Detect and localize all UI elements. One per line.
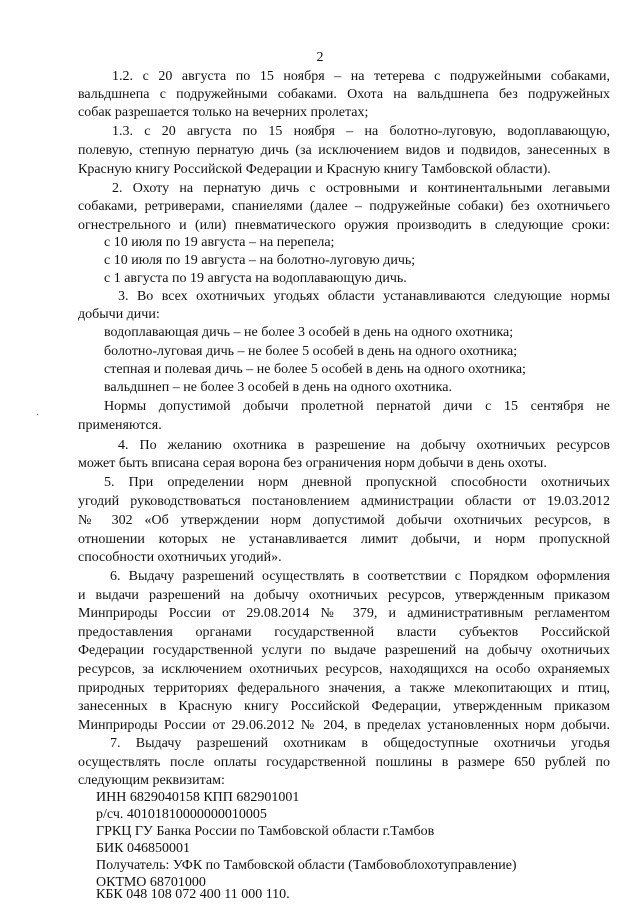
text-line: предоставления органами государственной власти субъектов Российской [78, 625, 610, 640]
requisite-bank: ГРКЦ ГУ Банка России по Тамбовской области г.Тамбов [96, 824, 435, 839]
text-line: Минприроды России от 29.06.2012 № 204, в пределах установленных норм добычи. [78, 718, 610, 733]
requisite-inn-kpp: ИНН 6829040158 КПП 682901001 [96, 790, 300, 805]
text-line: 7. Выдачу разрешений охотникам в общедоступные охотничьи угодья [110, 736, 610, 751]
text-line: болотно-луговая дичь – не более 5 особей в день на одного охотника; [104, 344, 518, 359]
text-line: № 302 «Об утверждении норм допустимой добычи охотничьих ресурсов, в [78, 513, 610, 528]
text-line: осуществлять после оплаты государственной пошлины в размере 650 рублей по [78, 755, 610, 770]
text-line: 1.3. с 20 августа по 15 ноября – на болотно-луговую, водоплавающую, [112, 124, 610, 139]
text-line: и выдачи разрешений на добычу охотничьих ресурсов, утвержденным приказом [78, 588, 610, 603]
text-line: с 10 июля по 19 августа – на перепела; [104, 235, 335, 250]
text-line: вальдшнепа с подружейными собаками. Охота на вальдшнепа без подружейных [78, 87, 610, 102]
text-line: 1.2. с 20 августа по 15 ноября – на тетерева с подружейными собаками, [112, 69, 610, 84]
text-line: вальдшнеп – не более 3 особей в день на одного охотника. [104, 380, 452, 395]
requisite-kbk: КБК 048 108 072 400 11 000 110. [96, 887, 290, 902]
text-line: Минприроды России от 29.08.2014 № 379, и административным регламентом [78, 606, 610, 621]
text-line: собак разрешается только на вечерних пролетах; [78, 105, 369, 120]
text-line: 4. По желанию охотника в разрешение на добычу охотничьих ресурсов [118, 438, 610, 453]
text-line: занесенных в Красную книгу Российской Федерации, утвержденным приказом [78, 699, 610, 714]
requisite-bik: БИК 046850001 [96, 841, 190, 856]
page-number: 2 [316, 50, 324, 65]
text-line: добычи дичи: [78, 307, 160, 322]
text-line: применяются. [78, 418, 162, 433]
requisite-recipient: Получатель: УФК по Тамбовской области (Тамбовоблохотуправление) [96, 858, 517, 873]
text-line: ресурсов, за исключением охотничьих ресурсов, находящихся на особо охраняемых [78, 662, 610, 677]
text-line: огнестрельного и (или) пневматического оружия производить в следующие сроки: [78, 218, 610, 233]
text-line: собаками, ретриверами, спаниелями (далее – подружейные собаки) без охотничьего [78, 199, 610, 214]
text-line: 6. Выдачу разрешений осуществлять в соответствии с Порядком оформления [110, 569, 610, 584]
text-line: полевую, степную пернатую дичь (за исключением видов и подвидов, занесенных в [78, 143, 610, 158]
text-line: Красную книгу Российской Федерации и Красную книгу Тамбовской области). [78, 162, 551, 177]
text-line: отношении которых не устанавливается лимит добычи, и норм пропускной [78, 532, 610, 547]
text-line: Федерации государственной услуги по выдаче разрешений на добычу охотничьих [78, 643, 610, 658]
text-line: степная и полевая дичь – не более 5 особей в день на одного охотника; [104, 362, 526, 377]
text-line: с 1 августа по 19 августа на водоплавающую дичь. [104, 271, 407, 286]
text-line: природных территориях федерального значения, а также млекопитающих и птиц, [78, 681, 610, 696]
text-line: с 10 июля по 19 августа – на болотно-луговую дичь; [104, 253, 416, 268]
requisite-oktmo: ОКТМО 68701000 [96, 875, 206, 890]
text-line: 3. Во всех охотничьих угодьях области устанавливаются следующие нормы [118, 289, 610, 304]
requisite-account: р/сч. 40101810000000010005 [96, 807, 267, 822]
text-line: может быть вписана серая ворона без ограничения норм добычи в день охоты. [78, 456, 547, 471]
text-line: способности охотничьих угодий». [78, 550, 282, 565]
text-line: водоплавающая дичь – не более 3 особей в день на одного охотника; [104, 325, 514, 340]
text-line: следующим реквизитам: [78, 773, 225, 788]
text-line: 2. Охоту на пернатую дичь с островными и континентальными легавыми [112, 181, 610, 196]
text-line: угодий руководствоваться постановлением администрации области от 19.03.2012 [78, 494, 610, 509]
scan-speck: · [36, 410, 40, 421]
text-line: Нормы допустимой добычи пролетной пернатой дичи с 15 сентября не [104, 399, 610, 414]
text-line: 5. При определении норм дневной пропускной способности охотничьих [104, 475, 610, 490]
